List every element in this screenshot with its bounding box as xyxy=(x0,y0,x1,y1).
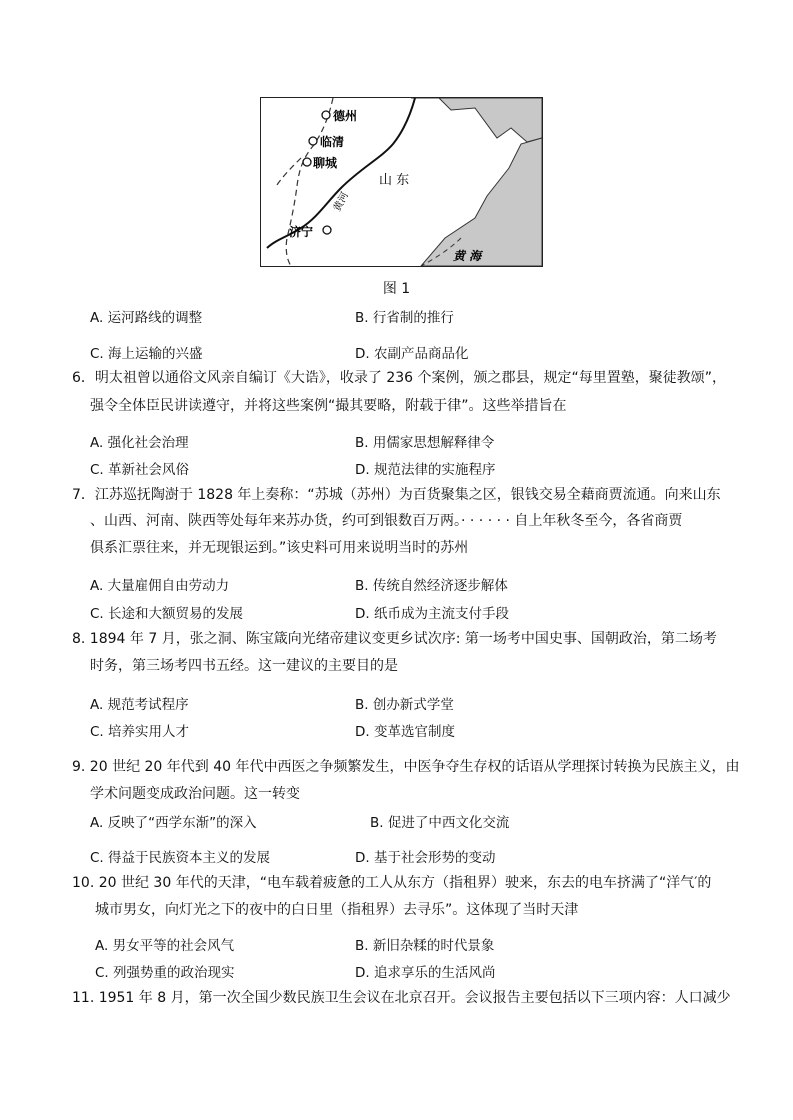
q5-option-b: B. 行省制的推行 xyxy=(355,310,454,326)
q5-option-d: D. 农副产品商品化 xyxy=(355,346,469,362)
q9-option-a: A. 反映了“西学东渐”的深入 xyxy=(90,815,257,831)
q10-option-c: C. 列强势重的政治现实 xyxy=(95,965,235,981)
bohai-coast-region xyxy=(411,98,542,142)
q7-option-c: C. 长途和大额贸易的发展 xyxy=(90,606,244,622)
q10-option-b: B. 新旧杂糅的时代景象 xyxy=(355,938,495,954)
q8-line-1: 8. 1894 年 7 月，张之洞、陈宝箴向光绪帝建议变更乡试次序: 第一场考中国史事、国朝政治，第二场考 xyxy=(72,631,717,647)
liaocheng-label: 聊城 xyxy=(313,156,338,170)
q5-option-a: A. 运河路线的调整 xyxy=(90,310,203,326)
q8-option-b: B. 创办新式学堂 xyxy=(355,697,454,713)
q7-line-2: 、山西、河南、陕西等处每年来苏办货，约可到银数百万两。· · · · · · 自上年秋冬至今，各省商贾 xyxy=(90,513,683,529)
map-drawing xyxy=(261,98,542,266)
q7-line-1: 7．江苏巡抚陶澍于 1828 年上奏称：“苏城（苏州）为百货聚集之区，银钱交易全藉商贾流通。向来山东 xyxy=(72,487,721,503)
huanghe-label: 黄河 xyxy=(331,190,352,214)
q7-option-b: B. 传统自然经济逐步解体 xyxy=(355,578,508,594)
q10-line-1: 10. 20 世纪 30 年代的天津，“电车载着疲惫的工人从东方（指租界）驶来，东去的电车挤满了“洋气′的 xyxy=(72,875,712,891)
q9-option-d: D. 基于社会形势的变动 xyxy=(355,850,496,866)
q10-option-d: D. 追求享乐的生活风尚 xyxy=(355,965,496,981)
linqing-marker xyxy=(309,137,317,145)
liaocheng-marker xyxy=(303,158,311,166)
q6-line-1: 6．明太祖曾以通俗文风亲自编订《大诰》，收录了 236 个案例，颁之郡县，规定“每里置塾，聚徒教颂”， xyxy=(72,370,727,386)
q6-option-b: B. 用儒家思想解释律令 xyxy=(355,435,495,451)
q8-line-2: 时务，第三场考四书五经。这一建议的主要目的是 xyxy=(90,658,398,674)
dezhou-marker xyxy=(322,111,330,119)
q8-option-a: A. 规范考试程序 xyxy=(90,697,189,713)
q9-option-c: C. 得益于民族资本主义的发展 xyxy=(90,850,271,866)
q5-option-c: C. 海上运输的兴盛 xyxy=(90,346,203,362)
jining-marker xyxy=(323,226,331,234)
q9-line-2: 学术问题变成政治问题。这一转变 xyxy=(90,786,300,802)
q9-option-b: B. 促进了中西文化交流 xyxy=(370,815,510,831)
q6-option-c: C. 革新社会风俗 xyxy=(90,462,190,478)
grand-canal xyxy=(286,98,333,266)
q9-line-1: 9. 20 世纪 20 年代到 40 年代中西医之争频繁发生，中医争夺生存权的话语从学理探讨转换为民族主义，由 xyxy=(72,759,740,775)
yellow-sea-region xyxy=(421,138,542,266)
linqing-label: 临清 xyxy=(320,135,345,149)
figure-caption: 图 1 xyxy=(382,281,411,297)
q7-option-d: D. 纸币成为主流支付手段 xyxy=(355,606,509,622)
jining-label: 济宁 xyxy=(289,225,314,239)
q8-option-d: D. 变革选官制度 xyxy=(355,724,455,740)
q8-option-c: C. 培养实用人才 xyxy=(90,724,190,740)
q7-line-3: 俱系汇票往来，并无现银运到。”该史料可用来说明当时的苏州 xyxy=(90,540,469,556)
q10-line-2: 城市男女，向灯光之下的夜中的白日里（指租界）去寻乐”。这体现了当时天津 xyxy=(95,902,579,918)
q6-option-a: A. 强化社会治理 xyxy=(90,435,189,451)
q6-line-2: 强令全体臣民讲读遵守，并将这些案例“撮其要略，附载于律”。这些举措旨在 xyxy=(90,398,567,414)
huanghai-label: 黄 海 xyxy=(453,249,482,263)
shandong-label: 山 东 xyxy=(379,173,410,188)
q7-option-a: A. 大量雇佣自由劳动力 xyxy=(90,578,230,594)
shandong-map xyxy=(260,97,543,267)
q10-option-a: A. 男女平等的社会风气 xyxy=(95,938,235,954)
q11-line-1: 11. 1951 年 8 月，第一次全国少数民族卫生会议在北京召开。会议报告主要包括以下三项内容：人口减少 xyxy=(72,990,731,1006)
dezhou-label: 德州 xyxy=(333,109,358,123)
q6-option-d: D. 规范法律的实施程序 xyxy=(355,462,496,478)
